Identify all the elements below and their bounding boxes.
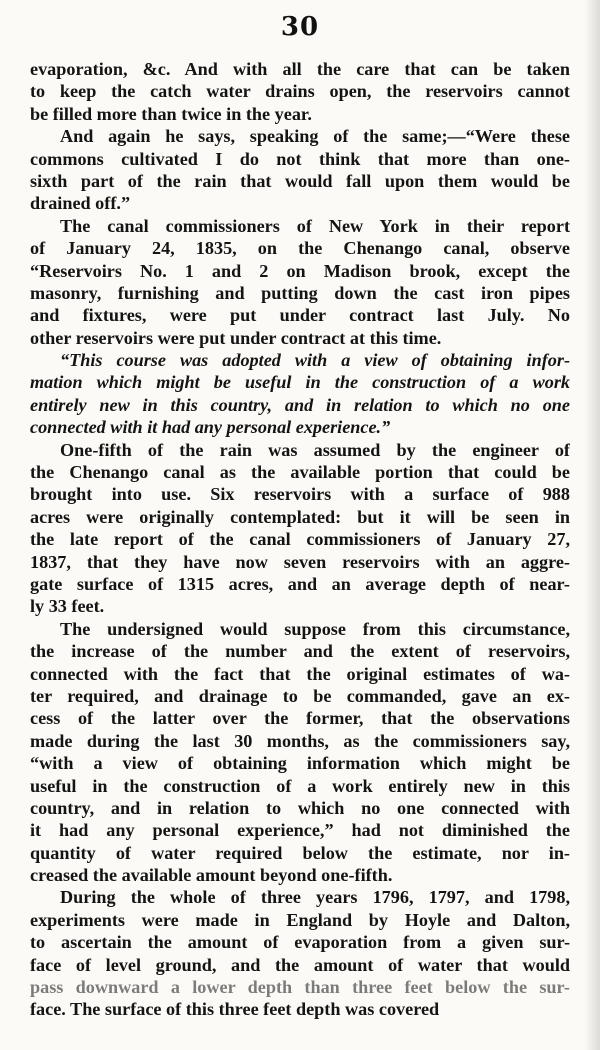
text-line: to ascertain the amount of evaporation from a given sur- [30,932,570,953]
quote-line: connected with it had any personal experience.” [30,417,391,438]
text-line: other reservoirs were put under contract at this time. [30,327,442,348]
text-line: “Reservoirs No. 1 and 2 on Madison brook, except the [30,260,570,281]
text-line: the increase of the number and the extent of reservoirs, [30,641,570,662]
text-line: to keep the catch water drains open, the reservoirs cannot [30,81,570,102]
text-line: “with a view of obtaining information which might be [30,753,570,774]
text-line: commons cultivated I do not think that more than one- [30,148,570,169]
text-line: made during the last 30 months, as the commissioners say, [30,730,570,751]
text-line: One-fifth of the rain was assumed by the engineer of [60,439,570,460]
text-line: The undersigned would suppose from this circumstance, [60,618,570,639]
text-line: useful in the construction of a work entirely new in this [30,775,570,796]
quote-line: entirely new in this country, and in relation to which no one [30,394,570,415]
text-line: ter required, and drainage to be commanded, gave an ex- [30,685,570,706]
text-line: country, and in relation to which no one connected with [30,797,570,818]
text-line: gate surface of 1315 acres, and an average depth of near- [30,573,570,594]
text-line: and fixtures, were put under contract last July. No [30,305,570,326]
text-line: evaporation, &c. And with all the care that can be taken [30,59,570,79]
text-line: pass downward a lower depth than three feet below the sur- [30,977,570,998]
page-edge-shadow [584,0,600,1050]
quote-line: “This course was adopted with a view of obtaining infor- [60,350,570,371]
text-line: experiments were made in England by Hoyle and Dalton, [30,909,570,930]
page-number: 30 [280,12,320,42]
text-line: The canal commissioners of New York in their report [60,215,570,236]
page-body [30,58,570,1021]
text-line: face. The surface of this three feet depth was covered [30,999,440,1020]
text-line: it had any personal experience,” had not diminished the [30,820,570,841]
text-line: creased the available amount beyond one-fifth. [30,865,393,886]
text-line: the Chenango canal as the available portion that could be [30,462,570,483]
text-line: be filled more than twice in the year. [30,103,312,124]
text-line: quantity of water required below the estimate, nor in- [30,842,570,863]
text-line: cess of the latter over the former, that the observations [30,708,570,729]
text-line: drained off.” [30,193,131,214]
quote-line: mation which might be useful in the construction of a work [30,372,570,393]
text-line: brought into use. Six reservoirs with a surface of 988 [30,484,570,505]
text-line: connected with the fact that the original estimates of wa- [30,663,570,684]
text-line: face of level ground, and the amount of water that would [30,954,570,975]
text-line: acres were originally contemplated: but it will be seen in [30,506,570,527]
text-line: ly 33 feet. [30,596,105,617]
text-line: During the whole of three years 1796, 1797, and 1798, [60,887,570,908]
text-line: 1837, that they have now seven reservoirs with an aggre- [30,551,570,572]
text-line: of January 24, 1835, on the Chenango canal, observe [30,238,570,259]
text-line: masonry, furnishing and putting down the cast iron pipes [30,282,570,303]
text-line: And again he says, speaking of the same;—“Were these [60,126,570,147]
text-line: sixth part of the rain that would fall upon them would be [30,170,570,191]
text-line: the late report of the canal commissioners of January 27, [30,529,570,550]
